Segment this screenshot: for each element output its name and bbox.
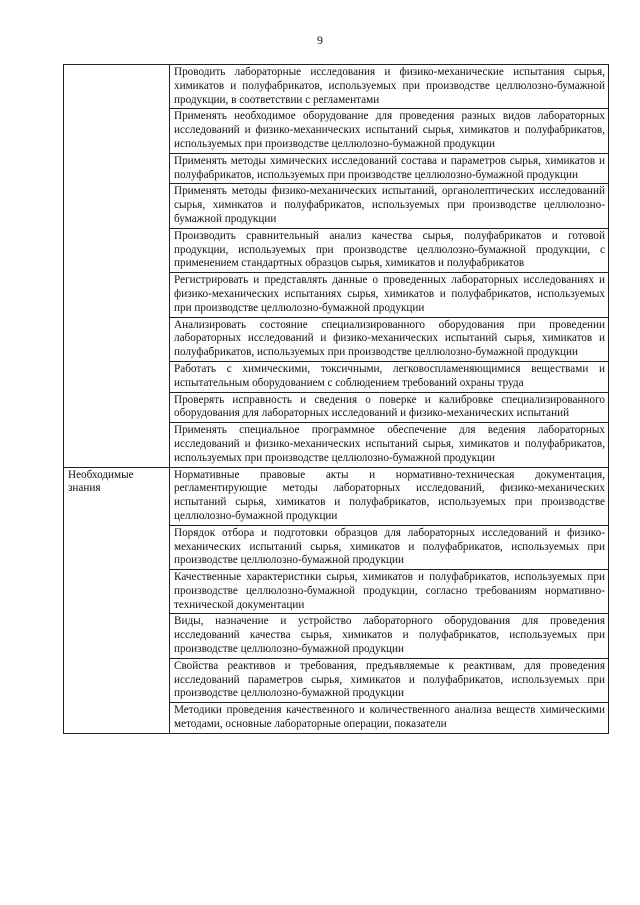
- knowledge-item: Нормативные правовые акты и нормативно-техническая документация, регламентирующие методы лабораторных исследований, физико-механических испытаний сырья, химикатов и полуфабрикатов, используемых при производстве целлюлозно-бумажной продукции: [170, 467, 609, 525]
- skill-item: Применять специальное программное обеспечение для ведения лабораторных исследований и физико-механических испытаний сырья, химикатов и полуфабрикатов, используемых при производстве целлюлозно-бумажной продукции: [170, 423, 609, 467]
- table-row: [64, 467, 609, 525]
- table-row: [64, 65, 609, 109]
- knowledge-item: Порядок отбора и подготовки образцов для лабораторных исследований и физико-механических испытаний сырья, химикатов и полуфабрикатов, используемых при производстве целлюлозно-бумажной продукции: [170, 525, 609, 569]
- skill-item: Работать с химическими, токсичными, легковоспламеняющимися веществами и испытательным оборудованием с соблюдением требований охраны труда: [170, 361, 609, 392]
- skill-item: Применять методы физико-механических испытаний, органолептических исследований сырья, химикатов и полуфабрикатов, используемых при производстве целлюлозно-бумажной продукции: [170, 184, 609, 228]
- section-label-cell: Необходимые знания: [64, 467, 170, 733]
- section-label-cell: [64, 65, 170, 468]
- skill-item: Применять необходимое оборудование для проведения разных видов лабораторных исследований и физико-механических испытаний сырья, химикатов и полуфабрикатов, используемых при производстве целлюлозно-бумажной продукции: [170, 109, 609, 153]
- skill-item: Анализировать состояние специализированного оборудования при проведении лабораторных исследований и физико-механических испытаний сырья, химикатов и полуфабрикатов, используемых при производстве целлюлозно-бумажной продукции: [170, 317, 609, 361]
- skill-item: Регистрировать и представлять данные о проведенных лабораторных исследованиях и физико-механических испытаниях сырья, химикатов и полуфабрикатов, используемых при производстве целлюлозно-бумажной продукции: [170, 273, 609, 317]
- knowledge-item: Качественные характеристики сырья, химикатов и полуфабрикатов, используемых при производстве целлюлозно-бумажной продукции, согласно требованиям нормативно-технической документации: [170, 570, 609, 614]
- skill-item: Проводить лабораторные исследования и физико-механические испытания сырья, химикатов и полуфабрикатов, используемых при производстве целлюлозно-бумажной продукции, в соответствии с регламентами: [170, 65, 609, 109]
- page-number: 9: [317, 33, 323, 47]
- skill-item: Производить сравнительный анализ качества сырья, полуфабрикатов и готовой продукции, используемых при производстве целлюлозно-бумажной продукции, с применением стандартных образцов сырья, химикатов и полуфабрикатов: [170, 228, 609, 272]
- knowledge-item: Методики проведения качественного и количественного анализа веществ химическими методами, основные лабораторные операции, показатели: [170, 703, 609, 734]
- requirements-table: [63, 64, 609, 734]
- knowledge-item: Виды, назначение и устройство лабораторного оборудования для проведения исследований качества сырья, химикатов и полуфабрикатов, используемых при производстве целлюлозно-бумажной продукции: [170, 614, 609, 658]
- skill-item: Проверять исправность и сведения о поверке и калибровке специализированного оборудования для лабораторных исследований и физико-механических испытаний: [170, 392, 609, 423]
- skill-item: Применять методы химических исследований состава и параметров сырья, химикатов и полуфабрикатов, используемых при производстве целлюлозно-бумажной продукции: [170, 153, 609, 184]
- knowledge-item: Свойства реактивов и требования, предъявляемые к реактивам, для проведения исследований параметров сырья, химикатов и полуфабрикатов, используемых при производстве целлюлозно-бумажной продукции: [170, 658, 609, 702]
